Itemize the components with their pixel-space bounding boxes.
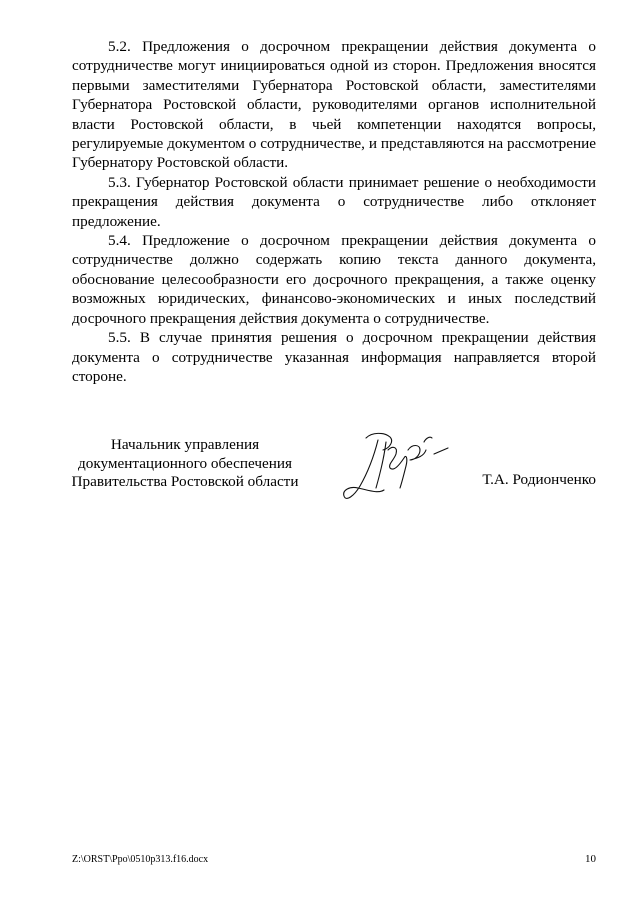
signatory-title	[70, 436, 300, 492]
paragraph-5-2: 5.2. Предложения о досрочном прекращении действия документа о сотрудничестве могут инициироваться одной из сторон. Предложения вносятся первыми заместителями Губернатора Ростовской области, заместителями Губернатора Ростовской области, руководителями органов исполнительной власти Ростовской области, в чьей компетенции находятся вопросы, регулируемые документом о сотрудничестве, и представляются на рассмотрение Губернатору Ростовской области.	[72, 38, 596, 172]
signatory-title-line: документационного обеспечения	[78, 454, 292, 472]
page-number: 10	[585, 853, 596, 865]
document-body	[72, 37, 596, 386]
signatory-title-line: Начальник управления	[110, 436, 260, 453]
signer-name: Т.А. Родионченко	[482, 471, 596, 488]
paragraph-5-3: 5.3. Губернатор Ростовской области принимает решение о необходимости прекращения действия документа о сотрудничестве либо отклоняет предложение.	[72, 173, 596, 230]
paragraph-5-5: 5.5. В случае принятия решения о досрочном прекращении действия документа о сотрудничестве указанная информация направляется второй стороне.	[72, 329, 596, 385]
handwritten-signature	[338, 428, 454, 510]
signatory-title-line: Правительства Ростовской области	[71, 473, 299, 491]
footer-file-path: Z:\ORST\Ppo\0510p313.f16.docx	[72, 854, 209, 865]
paragraph-5-4: 5.4. Предложение о досрочном прекращении действия документа о сотрудничестве должно содержать копию текста данного документа, обоснование целесообразности его досрочного прекращения, а также оценку возможных юридических, финансово-экономических и иных последствий досрочного прекращения действия документа о сотрудничестве.	[72, 232, 596, 327]
